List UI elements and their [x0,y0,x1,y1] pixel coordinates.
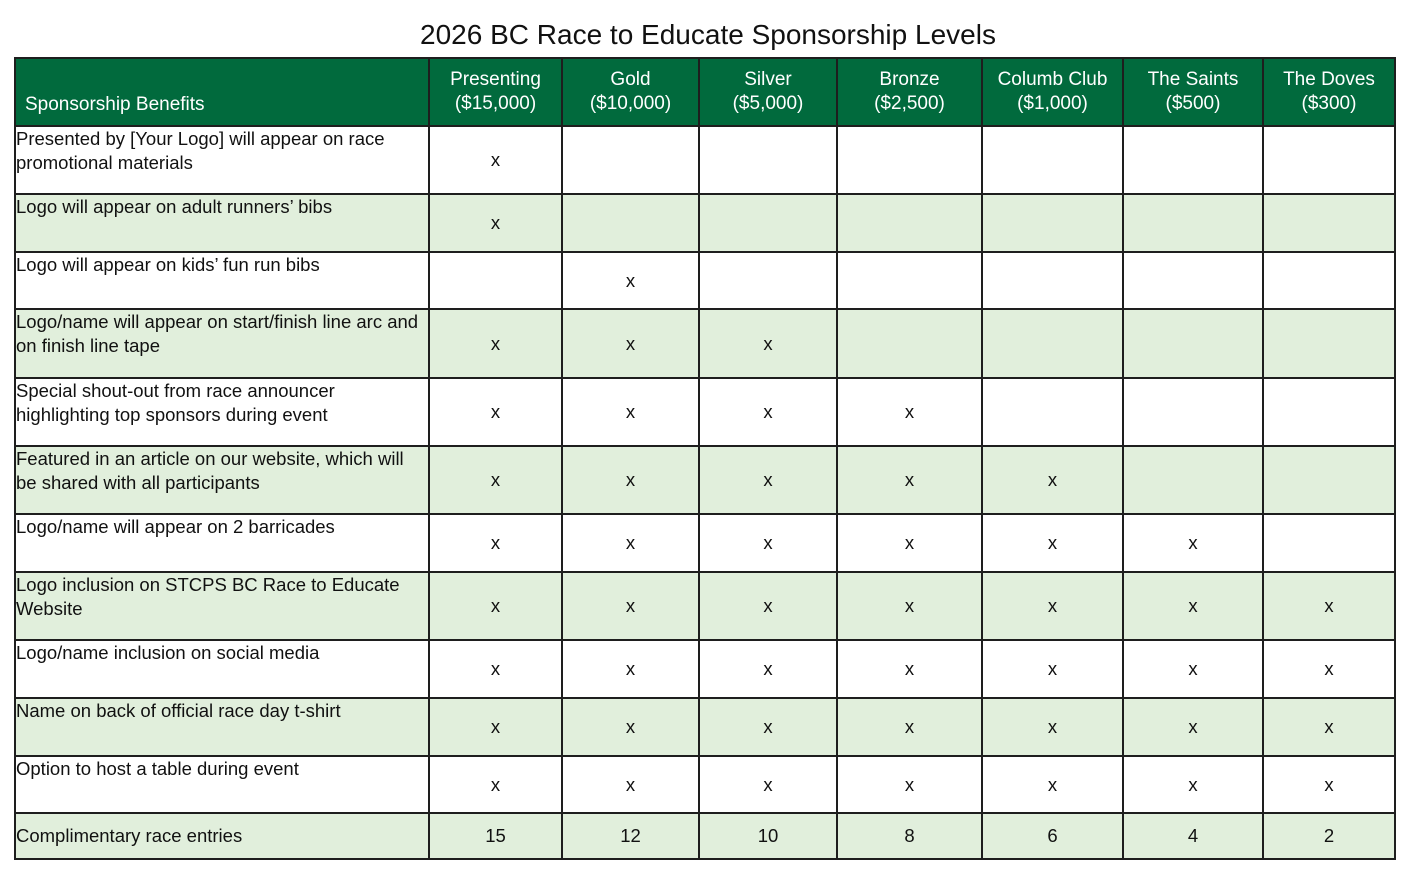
table-row [15,194,1395,252]
level-cell [1123,252,1263,309]
level-cell [1263,309,1395,378]
level-cell [699,126,837,194]
level-cell: x [1263,640,1395,698]
table-row [15,252,1395,309]
level-cell: x [429,378,562,446]
table-row [15,126,1395,194]
level-cell [837,126,982,194]
level-cell [699,252,837,309]
entries-count: 2 [1263,813,1395,859]
level-price: ($300) [1301,93,1357,114]
benefit-cell: Logo/name inclusion on social media [15,640,429,698]
benefit-cell: Special shout-out from race announcer highlighting top sponsors during event [15,378,429,446]
level-cell [837,194,982,252]
benefit-cell: Option to host a table during event [15,756,429,813]
benefit-cell: Complimentary race entries [15,813,429,859]
level-cell: x [1123,640,1263,698]
level-price: ($500) [1165,93,1221,114]
level-cell [982,309,1123,378]
level-cell: x [429,756,562,813]
level-cell: x [562,640,699,698]
level-cell [1263,378,1395,446]
level-cell: x [429,446,562,514]
benefit-cell: Logo will appear on kids’ fun run bibs [15,252,429,309]
level-cell: x [982,572,1123,640]
level-cell: x [699,756,837,813]
table-row [15,378,1395,446]
level-price: ($1,000) [1017,93,1088,114]
level-cell: x [837,514,982,572]
level-name: The Doves [1283,69,1375,90]
benefit-cell: Logo/name will appear on start/finish line arc and on finish line tape [15,309,429,378]
level-header-bronze [837,58,982,126]
benefit-cell: Name on back of official race day t-shirt [15,698,429,756]
level-cell [1123,309,1263,378]
level-cell [1263,514,1395,572]
level-cell: x [562,572,699,640]
benefit-cell: Presented by [Your Logo] will appear on race promotional materials [15,126,429,194]
level-name: The Saints [1147,69,1239,90]
level-cell: x [699,514,837,572]
level-cell: x [982,698,1123,756]
level-cell [1263,446,1395,514]
level-cell: x [429,126,562,194]
level-cell: x [1123,756,1263,813]
entries-count: 8 [837,813,982,859]
entries-count: 10 [699,813,837,859]
level-cell: x [699,309,837,378]
table-row [15,698,1395,756]
level-cell: x [1263,572,1395,640]
benefit-cell: Logo will appear on adult runners’ bibs [15,194,429,252]
page-title: 2026 BC Race to Educate Sponsorship Levels [420,19,996,50]
level-header-presenting [429,58,562,126]
table-row [15,813,1395,859]
level-cell: x [699,378,837,446]
level-cell [1263,194,1395,252]
level-cell [1123,126,1263,194]
level-cell: x [837,640,982,698]
level-header-the-saints [1123,58,1263,126]
benefit-cell: Logo inclusion on STCPS BC Race to Educate Website [15,572,429,640]
level-header-columb-club [982,58,1123,126]
level-cell: x [982,514,1123,572]
level-cell: x [699,640,837,698]
level-cell: x [562,514,699,572]
level-cell: x [429,572,562,640]
level-cell: x [699,698,837,756]
level-cell: x [562,756,699,813]
level-cell: x [429,194,562,252]
benefit-cell: Featured in an article on our website, which will be shared with all participants [15,446,429,514]
level-cell [1263,252,1395,309]
table-row [15,309,1395,378]
level-cell [982,378,1123,446]
level-name: Gold [610,69,651,90]
level-cell [699,194,837,252]
level-cell: x [429,514,562,572]
level-cell: x [1123,698,1263,756]
level-cell: x [982,446,1123,514]
level-price: ($5,000) [732,93,804,114]
level-cell: x [562,698,699,756]
level-cell: x [837,378,982,446]
level-cell: x [429,640,562,698]
table-row [15,640,1395,698]
level-cell: x [837,572,982,640]
level-cell [562,194,699,252]
level-header-silver [699,58,837,126]
table-row [15,572,1395,640]
level-name: Presenting [450,69,541,90]
level-cell: x [1123,514,1263,572]
level-cell: x [562,252,699,309]
level-cell [982,194,1123,252]
level-name: Bronze [879,69,940,90]
level-header-the-doves [1263,58,1395,126]
level-cell: x [1263,756,1395,813]
level-cell [837,309,982,378]
table-row [15,446,1395,514]
level-cell: x [562,446,699,514]
level-cell [982,126,1123,194]
level-price: ($15,000) [454,93,537,114]
table-row [15,514,1395,572]
level-cell [837,252,982,309]
benefit-cell: Logo/name will appear on 2 barricades [15,514,429,572]
level-cell: x [699,572,837,640]
level-cell: x [982,640,1123,698]
level-price: ($2,500) [874,93,945,114]
level-cell [1263,126,1395,194]
level-cell: x [837,756,982,813]
level-cell: x [429,309,562,378]
level-cell: x [837,698,982,756]
level-cell: x [562,378,699,446]
level-cell: x [982,756,1123,813]
entries-count: 15 [429,813,562,859]
level-cell [1123,378,1263,446]
level-cell [562,126,699,194]
level-cell [429,252,562,309]
level-cell: x [1123,572,1263,640]
entries-count: 4 [1123,813,1263,859]
entries-count: 12 [562,813,699,859]
level-cell: x [1263,698,1395,756]
level-header-gold [562,58,699,126]
level-cell [982,252,1123,309]
benefits-column-header: Sponsorship Benefits [15,58,429,126]
level-cell: x [699,446,837,514]
level-price: ($10,000) [589,93,672,114]
level-cell: x [429,698,562,756]
table-row [15,756,1395,813]
level-name: Silver [744,69,792,90]
sponsorship-table [14,57,1396,860]
level-cell [1123,194,1263,252]
entries-count: 6 [982,813,1123,859]
level-cell: x [837,446,982,514]
level-cell [1123,446,1263,514]
level-name: Columb Club [997,69,1108,90]
header-row [15,58,1395,126]
level-cell: x [562,309,699,378]
